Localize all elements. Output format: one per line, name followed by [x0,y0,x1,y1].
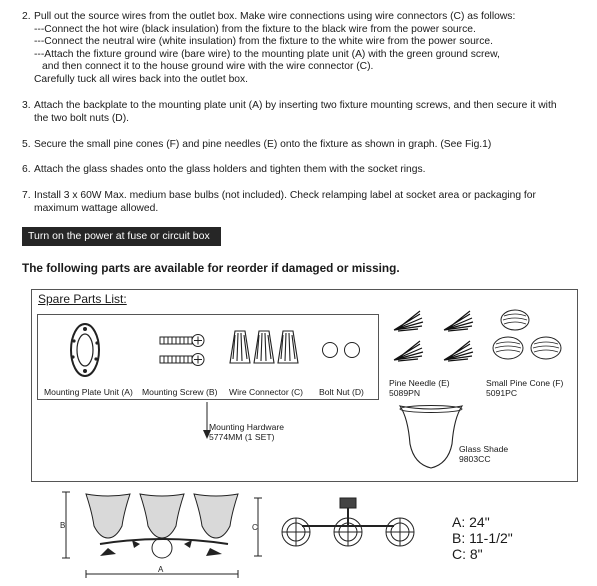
dim-label-c: C [252,523,258,532]
step-body [34,164,582,177]
step-line: the two bolt nuts (D). [34,112,129,124]
step-body [34,190,582,215]
step-line: Carefully tuck all wires back into the outlet box. [34,73,249,85]
bolt-nut-label: Bolt Nut (D) [319,387,364,397]
instruction-step [22,139,582,152]
step-body [34,11,582,87]
mounting-plate-label: Mounting Plate Unit (A) [44,387,133,397]
step-line: Install 3 x 60W Max. medium base bulbs (not included). Check relamping label at socket area or packaging for [34,190,536,201]
instruction-step [22,100,582,125]
fixture-top-view-diagram [252,496,424,566]
mounting-hardware-label: Mounting Hardware [209,422,284,432]
wire-connector-illustration [226,327,304,367]
spare-parts-panel [31,289,578,482]
step-number: 7. [22,190,31,201]
fixture-front-view-diagram [60,488,250,582]
glass-shade-label: Glass Shade [459,444,509,454]
glass-shade-code: 9803CC [459,454,491,464]
step-number: 6. [22,164,31,175]
dimension-b: B: 11-1/2" [452,530,513,546]
step-line: Attach the backplate to the mounting plate unit (A) by inserting two fixture mounting screws, and then secure it with [34,100,557,111]
step-number: 2. [22,11,31,22]
dimensions-list [452,514,513,562]
dimension-c: C: 8" [452,546,483,562]
mounting-screw-illustration [158,333,208,369]
step-number: 5. [22,139,31,150]
step-line: ---Connect the neutral wire (white insulation) from the fixture to the white wire from the power source. [34,36,493,48]
step-line: Secure the small pine cones (F) and pine needles (E) onto the fixture as shown in graph. (See Fig.1) [34,139,492,150]
glass-shade-illustration [398,404,464,474]
reorder-heading: The following parts are available for reorder if damaged or missing. [22,261,400,275]
step-body [34,100,582,125]
instruction-step [22,164,582,177]
step-number: 3. [22,100,31,111]
step-line: Pull out the source wires from the outlet box. Make wire connections using wire connectors (C) as follows: [34,11,516,22]
spare-parts-title: Spare Parts List: [38,292,127,306]
pine-needle-code: 5089PN [389,388,421,398]
mounting-screw-label: Mounting Screw (B) [142,387,218,397]
step-line: maximum wattage allowed. [34,202,159,214]
power-warning-banner: Turn on the power at fuse or circuit box [22,227,221,246]
instruction-step [22,190,582,215]
pine-cone-illustration [490,304,570,366]
pine-cone-label: Small Pine Cone (F) [486,378,564,388]
pine-needle-illustration [392,310,502,368]
step-line: ---Connect the hot wire (black insulation) from the fixture to the black wire from the power source. [34,23,476,35]
mounting-hardware-code: 5774MM (1 SET) [209,432,275,442]
step-body [34,139,582,152]
step-line: ---Attach the fixture ground wire (bare wire) to the mounting plate unit (A) with the green ground screw, [34,48,500,60]
step-line: and then connect it to the house ground wire with the wire connector (C). [42,61,374,73]
instruction-step [22,11,582,87]
step-line: Attach the glass shades onto the glass holders and tighten them with the socket rings. [34,164,426,175]
pine-cone-code: 5091PC [486,388,518,398]
bolt-nut-illustration [320,339,364,361]
dim-label-a: A [158,565,164,574]
mounting-plate-illustration [64,321,106,379]
dimension-a: A: 24" [452,514,490,530]
wire-connector-label: Wire Connector (C) [229,387,304,397]
dim-label-b: B [60,521,66,530]
pine-needle-label: Pine Needle (E) [389,378,450,388]
mounting-hardware-box [37,314,379,400]
